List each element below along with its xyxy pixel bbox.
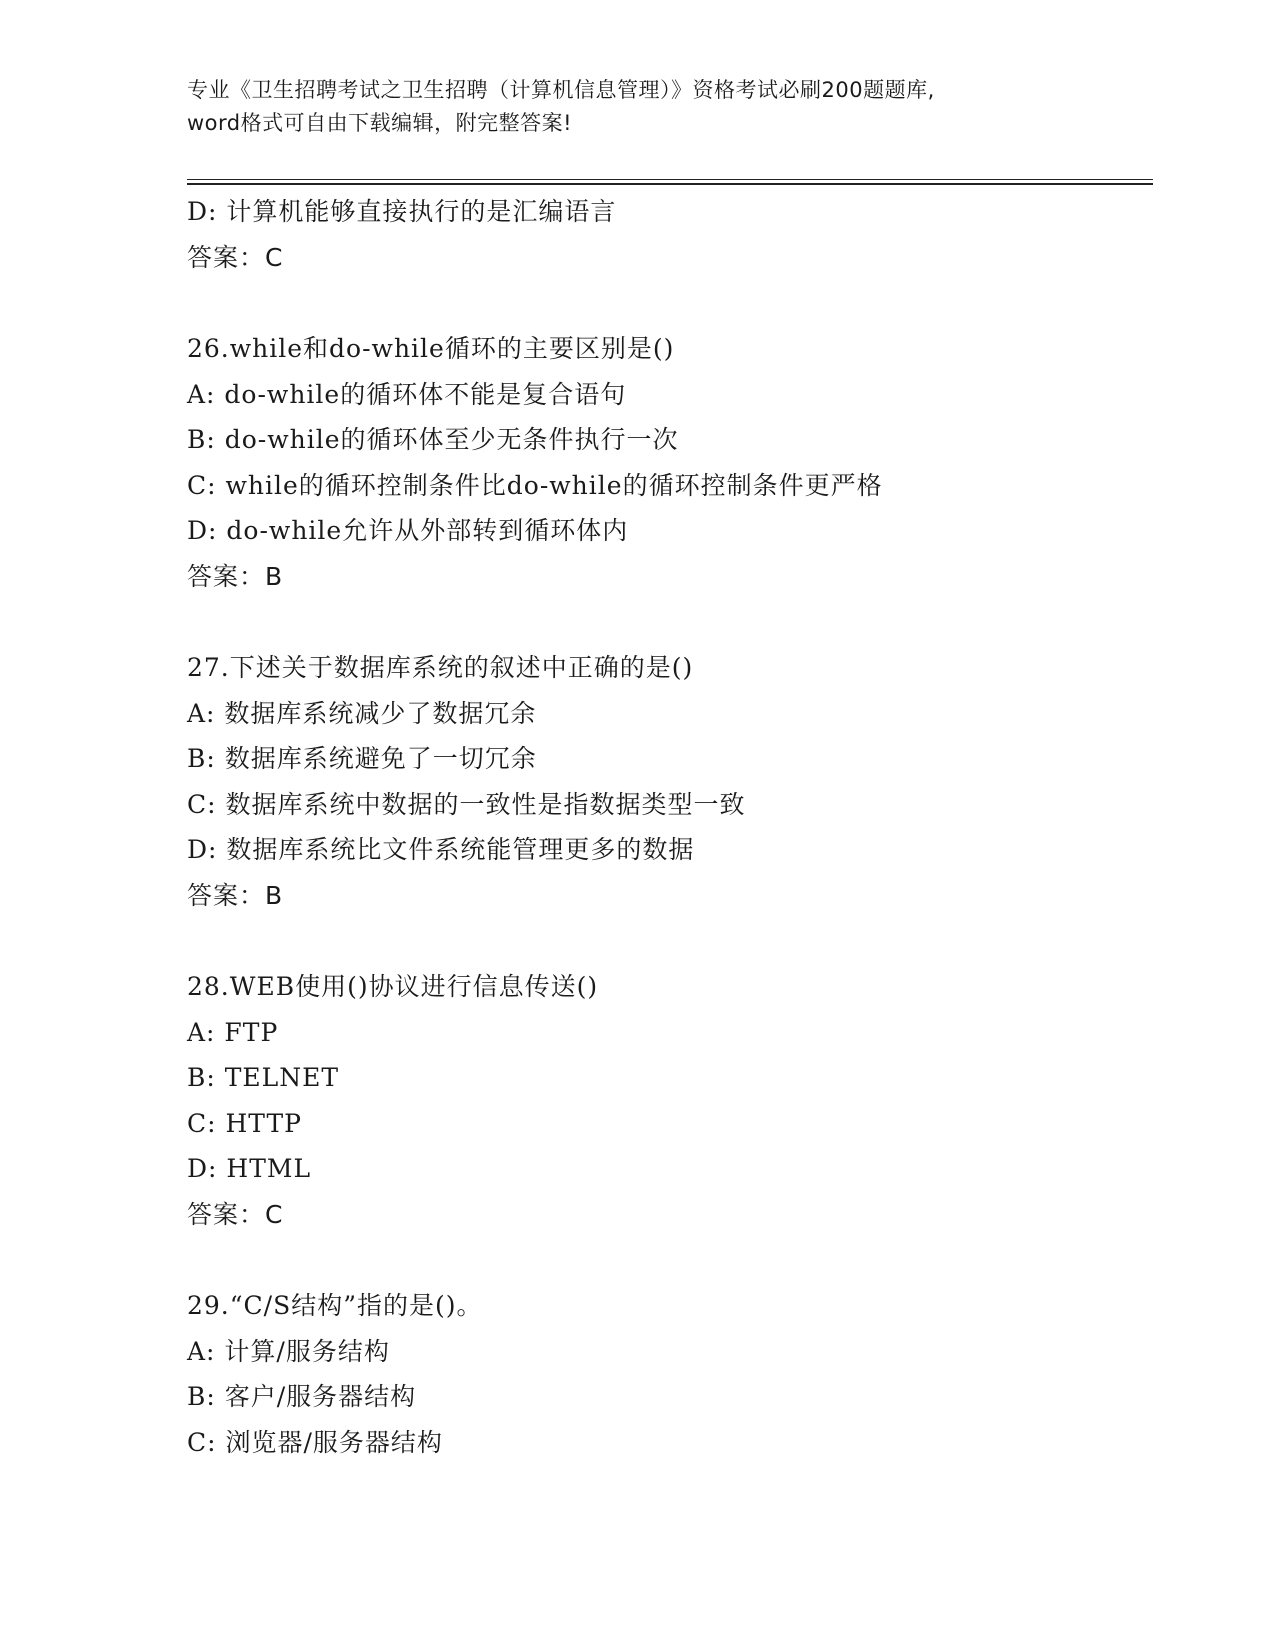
option-b: B: 数据库系统避免了一切冗余 — [187, 744, 537, 773]
question-27 — [187, 645, 1147, 918]
answer: 答案：B — [187, 561, 284, 591]
question-list — [187, 189, 1147, 1465]
option-c: C: HTTP — [187, 1108, 302, 1138]
question-26 — [187, 326, 1147, 599]
document-header — [187, 74, 1087, 140]
question-stem: 28.WEB使用()协议进行信息传送() — [187, 972, 599, 1001]
question-stem: 27.下述关于数据库系统的叙述中正确的是() — [187, 653, 694, 682]
option-d: D: 计算机能够直接执行的是汇编语言 — [187, 197, 617, 226]
spacer — [187, 280, 1147, 326]
question-25-continuation — [187, 189, 1147, 280]
question-28 — [187, 964, 1147, 1237]
option-c: C: 数据库系统中数据的一致性是指数据类型一致 — [187, 789, 746, 819]
question-stem: 26.while和do-while循环的主要区别是() — [187, 334, 675, 363]
answer: 答案：B — [187, 880, 284, 910]
header-divider-thick — [187, 183, 1153, 185]
answer: 答案：C — [187, 242, 284, 272]
option-b: B: do-while的循环体至少无条件执行一次 — [187, 425, 679, 454]
answer: 答案：C — [187, 1199, 284, 1229]
option-d: D: 数据库系统比文件系统能管理更多的数据 — [187, 835, 695, 864]
option-d: D: do-while允许从外部转到循环体内 — [187, 516, 629, 545]
header-title-line-1: 专业《卫生招聘考试之卫生招聘（计算机信息管理）》资格考试必刷200题题库, — [187, 78, 935, 102]
header-title-line-2: word格式可自由下载编辑，附完整答案! — [187, 111, 573, 135]
option-a: A: 计算/服务结构 — [187, 1336, 390, 1366]
question-stem: 29.“C/S结构”指的是()。 — [187, 1291, 483, 1320]
option-b: B: 客户/服务器结构 — [187, 1382, 417, 1411]
spacer — [187, 1237, 1147, 1283]
option-d: D: HTML — [187, 1154, 312, 1183]
option-b: B: TELNET — [187, 1063, 340, 1092]
spacer — [187, 599, 1147, 645]
option-a: A: do-while的循环体不能是复合语句 — [187, 379, 627, 409]
option-a: A: 数据库系统减少了数据冗余 — [187, 698, 537, 728]
header-divider-thin — [187, 179, 1153, 180]
option-c: C: 浏览器/服务器结构 — [187, 1427, 443, 1457]
spacer — [187, 918, 1147, 964]
option-c: C: while的循环控制条件比do-while的循环控制条件更严格 — [187, 470, 883, 500]
option-a: A: FTP — [187, 1017, 279, 1047]
question-29 — [187, 1283, 1147, 1465]
